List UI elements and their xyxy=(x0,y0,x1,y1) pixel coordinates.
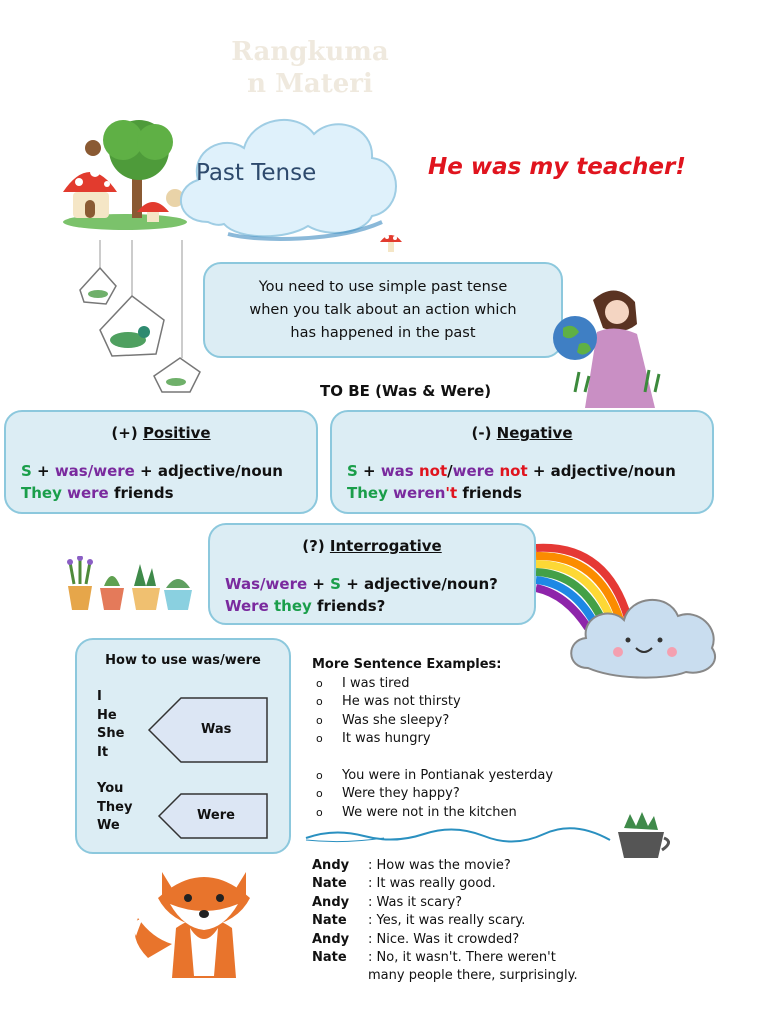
list-item: o I was tired xyxy=(316,676,410,691)
slogan: He was my teacher! xyxy=(428,154,686,180)
how-to-use-title: How to use was/were xyxy=(105,653,261,668)
rainbow-cloud-illustration xyxy=(536,536,722,680)
interrogative-box xyxy=(208,523,536,625)
list-item: o We were not in the kitchen xyxy=(316,804,517,820)
pronoun: We xyxy=(97,818,120,833)
intro-line-1: You need to use simple past tense xyxy=(258,279,508,295)
pronoun: He xyxy=(97,707,117,723)
examples-was-list xyxy=(316,675,461,748)
interrogative-example: Were they friends? xyxy=(225,597,386,615)
positive-formula: S + was/were + adjective/noun xyxy=(21,462,283,480)
negative-example: They weren't friends xyxy=(347,484,522,502)
pronoun: They xyxy=(97,799,133,815)
negative-box xyxy=(330,410,714,514)
watermark-line-1: Rangkuma xyxy=(231,37,389,67)
interrogative-formula: Was/were + S + adjective/noun? xyxy=(225,575,498,593)
dialogue-line: Andy : How was the movie? xyxy=(312,858,511,873)
how-to-use-box xyxy=(75,638,291,854)
list-item: o Were they happy? xyxy=(316,786,460,802)
watermark-line-2: n Materi xyxy=(247,69,373,99)
dialogue xyxy=(312,857,578,986)
was-pronouns xyxy=(97,688,124,762)
positive-example: They were friends xyxy=(21,484,174,502)
interrogative-heading xyxy=(210,537,534,555)
was-label: Was xyxy=(201,722,232,737)
dialogue-line: Nate : It was really good. xyxy=(312,876,496,892)
were-pronouns xyxy=(97,780,132,836)
interrogative-prefix: (?) xyxy=(302,537,330,555)
subject-s: S xyxy=(21,462,32,480)
verb-was-were: was/were xyxy=(54,462,135,480)
pronoun: She xyxy=(97,726,125,741)
dialogue-line: Nate : Yes, it was really scary. xyxy=(312,913,526,929)
page-title: Past Tense xyxy=(196,160,317,186)
more-examples-title: More Sentence Examples: xyxy=(312,657,502,672)
intro-line-3: has happened in the past xyxy=(290,325,476,341)
intro-box xyxy=(203,262,563,358)
dialogue-line: many people there, surprisingly. xyxy=(368,968,578,984)
positive-prefix: (+) xyxy=(111,424,143,442)
pronoun: You xyxy=(97,781,124,796)
list-item: o He was not thirsty xyxy=(316,694,461,710)
list-item: o It was hungry xyxy=(316,730,431,746)
positive-box xyxy=(4,410,318,514)
wavy-divider xyxy=(304,826,614,850)
examples-were-list xyxy=(316,767,553,822)
dialogue-line: Andy : Nice. Was it crowded? xyxy=(312,931,520,947)
fox-illustration xyxy=(128,858,268,982)
potted-plants-illustration xyxy=(60,556,200,614)
watermark xyxy=(215,36,405,100)
intro-line-2: when you talk about an action which xyxy=(249,302,517,318)
negative-title: Negative xyxy=(496,424,573,442)
pronoun: I xyxy=(97,689,102,704)
dialogue-line: Nate : No, it wasn't. There weren't xyxy=(312,950,556,966)
negative-heading xyxy=(332,424,712,442)
pronoun: It xyxy=(97,744,109,760)
succulent-cup-icon xyxy=(610,810,672,862)
girl-with-globe-illustration xyxy=(545,280,675,408)
were-label: Were xyxy=(197,808,235,823)
interrogative-title: Interrogative xyxy=(329,537,442,555)
small-mushroom-icon xyxy=(378,228,404,254)
positive-heading xyxy=(6,424,316,442)
list-item: o Was she sleepy? xyxy=(316,712,450,728)
positive-title: Positive xyxy=(142,424,211,442)
to-be-heading: TO BE (Was & Were) xyxy=(320,382,492,400)
hanging-terrariums-illustration xyxy=(70,240,210,400)
list-item: o You were in Pontianak yesterday xyxy=(316,768,554,783)
negative-formula: S + was not/were not + adjective/noun xyxy=(347,462,676,480)
negative-prefix: (-) xyxy=(471,424,497,442)
dialogue-line: Andy : Was it scary? xyxy=(312,894,463,910)
